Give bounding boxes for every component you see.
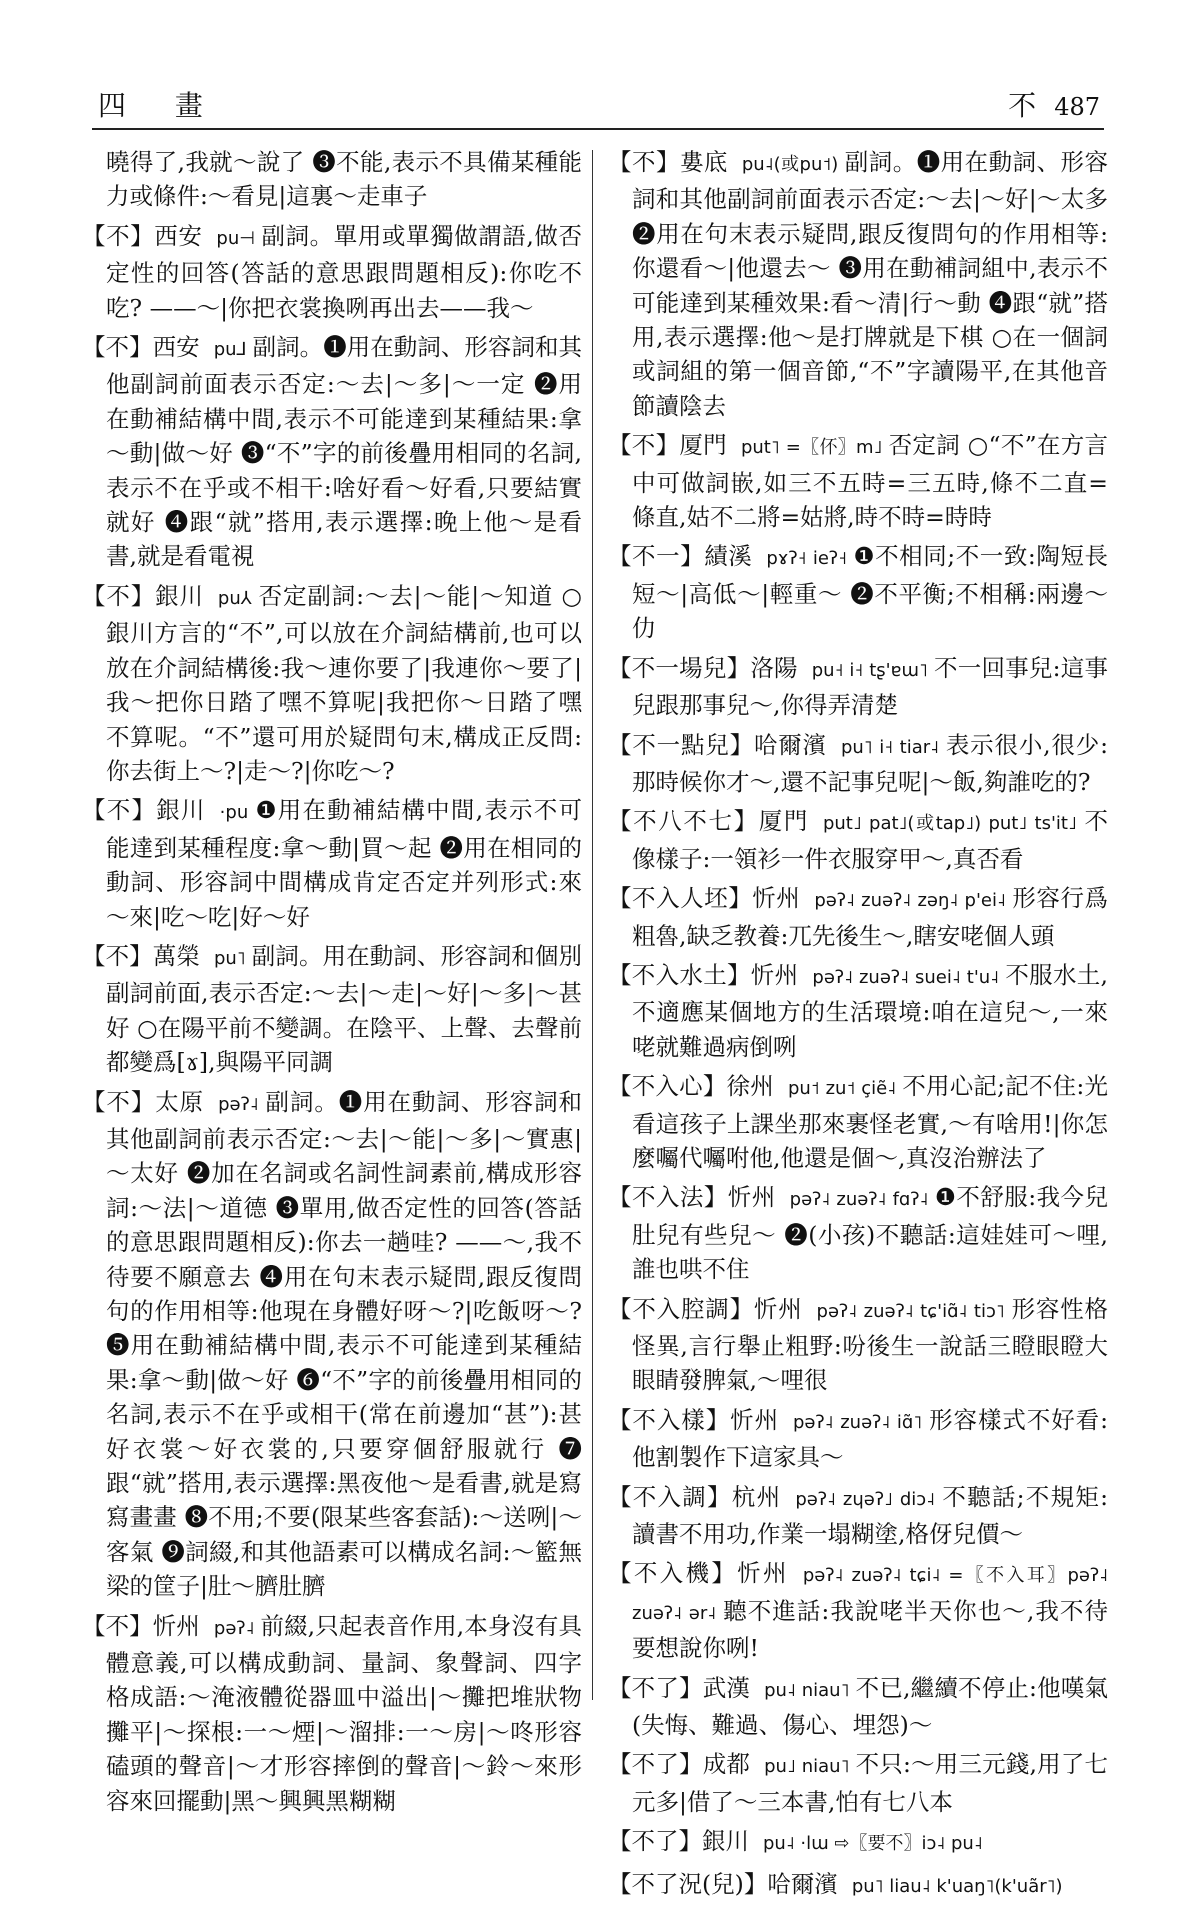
dictionary-entry [608,428,1108,534]
dictionary-entry [608,804,1108,876]
page-number: 487 [1054,93,1100,121]
left-column [82,145,582,1823]
dictionary-entry [608,1403,1108,1475]
headword: 【不一】 [608,542,705,571]
headword: 【不】 [82,581,156,610]
definition: 不像樣子:一領衫一件衣服穿甲～,真否看 [632,807,1108,873]
dictionary-entry [608,1180,1108,1286]
headword: 【不】 [82,221,155,250]
headword: 【不】 [82,941,153,970]
dialect-location: 忻州 [730,1405,779,1434]
pronunciation: pu˥ liau˨ k'uaŋ˥(k'uãr˥) [851,1875,1063,1897]
dialect-location: 杭州 [731,1482,782,1511]
pronunciation: pu˨ ·lɯ ⇨〖要不〗iɔ˨ pu˨ [763,1833,983,1855]
dictionary-entry [608,1556,1108,1665]
pronunciation: pəʔ˨ zuəʔ˨ fɑʔ˨ [789,1189,929,1211]
headword: 【不入水土】 [608,960,751,989]
dictionary-entry [82,330,582,574]
dictionary-entry [608,651,1108,723]
pronunciation: pəʔ˨ [218,1093,259,1115]
dialect-location: 忻州 [753,1294,803,1323]
dialect-location: 忻州 [752,884,801,913]
definition: 聽不進話:我說咾半天你也～,我不待要想說你咧! [632,1596,1108,1663]
dialect-location: 太原 [155,1087,205,1116]
dialect-location: 銀川 [155,581,204,610]
definition: 曉得了,我就～說了 ❸不能,表示不具備某種能力或條件:～看見|這裏～走車子 [106,148,582,211]
headword: 【不入人坯】 [608,884,753,913]
dialect-location: 徐州 [726,1072,774,1101]
headword: 【不入樣】 [608,1405,731,1434]
definition: 副詞。❶用在動詞、形容詞和其他副詞前面表示否定:～去|～好|～太多 ❷用在句末表示疑問,跟反復問句的作用相等:你還看～|他還去～ ❸用在動補詞組中,表示不可能達到某種效果:看～清|行～動 ❹跟“就”搭用,表示選擇:他～是打牌就是下棋 ○在一個詞或詞組的第一個音節,“不”字讀陽平,在其他音節讀陰去 [632,148,1109,420]
headword: 【不八不七】 [608,807,759,836]
dictionary-entry [608,1824,1108,1861]
pronunciation: pu˥ i˧ tiar˨ [840,736,940,758]
pronunciation: pu˥ [213,947,246,969]
definition: 不只:～用三元錢,用了七元多|借了～三本書,怕有七八本 [632,1750,1109,1816]
dictionary-entry [608,1069,1108,1175]
definition: 不已,繼續不停止:他嘆氣(失悔、難過、傷心、埋怨)～ [632,1673,1109,1740]
dictionary-entry [82,939,582,1080]
pronunciation: ·pu [219,802,249,824]
dictionary-entry [608,728,1108,800]
headword: 【不】 [82,333,153,362]
dictionary-entry [608,881,1108,953]
headword: 【不了】 [608,1827,702,1856]
pronunciation: pu⅃ [213,339,247,361]
dictionary-entry [608,539,1108,645]
dictionary-entry [608,1671,1108,1743]
dialect-location: 績溪 [704,542,753,571]
definition: 形容行爲粗魯,缺乏教養:兀先後生～,瞎安咾個人頭 [632,884,1109,950]
dictionary-entry [608,1747,1108,1819]
dialect-location: 厦門 [679,431,727,460]
headword: 【不入法】 [608,1183,728,1212]
definition: 不服水土,不適應某個地方的生活環境:咱在這兒～,一來咾就難過病倒咧 [632,960,1109,1061]
dialect-location: 忻州 [152,1611,200,1640]
dialect-location: 婁底 [679,148,728,176]
headword: 【不了】 [608,1673,703,1702]
pronunciation: pu⊣ [216,227,255,249]
column-divider [592,150,593,1700]
definition: 副詞。❶用在動詞、形容詞和其他副詞前面表示否定:～去|～多|～一定 ❷用在動補結構中間,表示不可能達到某種結果:拿～動|做～好 ❸“不”字的前後疊用相同的名詞,表示不在乎或不相干:啥好看～好看,只要結實就好 ❹跟“就”搭用,表示選擇:晚上他～是看書,就是看電視 [106,333,583,571]
dialect-location: 銀川 [156,796,206,825]
dialect-location: 武漢 [702,1673,751,1702]
definition: 否定詞 ○“不”在方言中可做詞嵌,如三不五時=三五時,條不二直=條直,姑不二將=姑將,時不時=時時 [632,431,1109,532]
definition: 副詞。❶用在動詞、形容詞和其他副詞前表示否定:～去|～能|～多|～實惠|～太好 ❷加在名詞或名詞性詞素前,構成形容詞:～法|～道德 ❸單用,做否定性的回答(答話的意思跟問題相反):你去一趟哇? ——～,我不待要不願意去 ❹用在句末表示疑問,跟反復問句的作用相等:他現在身體好呀～?|吃飯呀～? ❺用在動補結構中間,表示不可能達到某種結果:拿～動|做～好 ❻“不”字的前後疊用相同的名詞,表示不在乎或相干(常在前邊加“甚”):甚好衣裳～好衣裳的,只要穿個舒服就行 ❼跟“就”搭用,表示選擇:黑夜他～是看書,就是寫寫畫畫 ❽不用;不要(限某些客套話):～送咧|～客氣 ❾詞綴,和其他語素可以構成名詞:～籃無梁的筐子|肚～臍肚臍 [106,1087,583,1601]
definition: 不一回事兒:這事兒跟那事兒～,你得弄清楚 [632,653,1108,720]
definition: 形容性格怪異,言行舉止粗野:吩後生一說話三瞪眼瞪大眼睛發脾氣,～哩很 [632,1294,1109,1395]
dialect-location: 銀川 [702,1827,749,1856]
definition: 否定副詞:～去|～能|～知道 ○銀川方言的“不”,可以放在介詞結構前,也可以放在介詞結構後:我～連你要了|我連你～要了|我～把你日踏了嘿不算呢|我把你～日踏了嘿不算呢。“不”還可用於疑問句末,構成正反問:你去街上～?|走～?|你吃～? [106,581,583,785]
definition: 表示很小,很少:那時候你才～,還不記事兒呢|～飯,夠誰吃的? [632,730,1109,796]
pronunciation: pəʔ˨ zuəʔ˨ suei˨ t'u˨ [812,966,1000,988]
dictionary-entry [82,793,582,934]
dialect-location: 厦門 [758,807,809,836]
pronunciation: pu˧ i˧ tʂ'ɐɯ˥ [811,659,928,681]
dictionary-entry [608,958,1108,1064]
pronunciation: pəʔ˨ [213,1617,255,1639]
pronunciation: put˩ pat˩(或tap˩) put˩ ts'it˩ [822,813,1077,835]
headword: 【不】 [82,1087,156,1116]
headword: 【不入機】 [608,1559,738,1588]
dictionary-entry [608,1292,1108,1398]
dialect-location: 忻州 [727,1183,776,1212]
dialect-location: 忻州 [737,1559,789,1588]
headword: 【不】 [82,1611,153,1640]
headword: 【不】 [608,148,680,176]
definition: 副詞。用在動詞、形容詞和個別副詞前面,表示否定:～去|～走|～好|～多|～甚好 ○在陽平前不變調。在陰平、上聲、去聲前都變爲[ɤ],與陽平同調 [106,941,582,1077]
definition: ❶不舒服:我今兒肚兒有些兒～ ❷(小孩)不聽話:這娃娃可～哩,誰也哄不住 [632,1183,1109,1284]
dialect-location: 西安 [154,221,203,250]
pronunciation: pəʔ˨ zuəʔ˨ iɑ̃˥ [793,1411,923,1433]
dictionary-entry [82,145,582,214]
right-column [608,145,1108,1909]
dictionary-entry [608,1867,1108,1904]
headword: 【不一場兒】 [608,653,751,682]
pronunciation: pɤʔ˧ ieʔ˧ [766,548,847,570]
headword: 【不入心】 [608,1072,727,1101]
pronunciation: pəʔ˨ zɥəʔ˩ diɔ˨ [795,1488,936,1510]
dialect-location: 哈爾濱 [753,730,827,759]
definition: ❶用在動補結構中間,表示不可能達到某種程度:拿～動|買～起 ❷用在相同的動詞、形容詞中間構成肯定否定并列形式:來～來|吃～吃|好～好 [106,796,583,931]
dialect-location: 成都 [702,1750,751,1779]
dialect-location: 西安 [152,333,200,362]
pronunciation: pəʔ˨ zuəʔ˨ tɕi˨ =〖不入耳〗pəʔ˨ zuəʔ˨ ər˨ [632,1565,1109,1624]
pronunciation: pu˨ niau˥ [764,1679,850,1701]
headword: 【不】 [608,431,680,460]
definition: 不聽話;不規矩:讀書不用功,作業一塌糊塗,格伢兒價～ [632,1482,1108,1549]
dialect-location: 萬榮 [152,941,200,970]
dialect-location: 哈爾濱 [767,1869,838,1898]
page-header [92,82,1104,130]
definition: 前綴,只起表音作用,本身沒有具體意義,可以構成動詞、量詞、象聲詞、四字格成語:～淹液體從器皿中溢出|～攤把堆狀物攤平|～探根:一～煙|～溜排:一～房|～咚形容磕頭的聲音|～才形容摔倒的聲音|～鈴～來形容來回擺動|黑～興興黑糊糊 [106,1611,583,1815]
dictionary-entry [82,1085,582,1604]
page-heading [1008,84,1100,124]
definition: ❶不相同;不一致:陶短長短～|高低～|輕重～ ❷不平衡;不相稱:兩邊～仂 [632,542,1108,643]
dictionary-entry [82,579,582,788]
definition: 不用心記;記不住:光看這孩子上課坐那來裹怪老實,～有啥用!|你怎麼囑代囑咐他,他還是個～,真沒治辦法了 [632,1072,1109,1172]
definition: 副詞。單用或單獨做謂語,做否定性的回答(答話的意思跟問題相反):你吃不吃? ——～|你把衣裳換咧再出去——我～ [106,221,583,322]
pronunciation: pu⅄ [217,587,252,609]
dictionary-entry [608,145,1108,423]
dialect-location: 洛陽 [750,653,798,682]
headword: 【不一點兒】 [608,730,754,759]
pronunciation: pu˨(或pu˦) [741,154,839,175]
pronunciation: pəʔ˨ zuəʔ˨ tɕ'iɑ̃˨ tiɔ˥ [816,1300,1005,1322]
pronunciation: pu˦ zu˦ çiẽ˨ [787,1078,897,1100]
headword: 【不入調】 [608,1482,732,1511]
headword: 【不】 [82,796,157,825]
header-character: 不 [1008,89,1037,122]
section-title: 四 畫 [98,89,223,122]
headword: 【不了況(兒)】 [608,1869,768,1898]
headword: 【不入腔調】 [608,1294,754,1323]
dialect-location: 忻州 [750,960,799,989]
definition: 形容樣式不好看:他割製作下這家具～ [632,1405,1108,1472]
pronunciation: pu˩ niau˥ [764,1756,850,1778]
dictionary-entry [82,219,582,325]
headword: 【不了】 [608,1750,703,1779]
pronunciation: put˥ =〖伓〗m˩ [740,437,883,459]
dictionary-entry [82,1609,582,1818]
dictionary-entry [608,1480,1108,1552]
pronunciation: pəʔ˨ zuəʔ˨ zəŋ˨ p'ei˨ [814,890,1006,912]
